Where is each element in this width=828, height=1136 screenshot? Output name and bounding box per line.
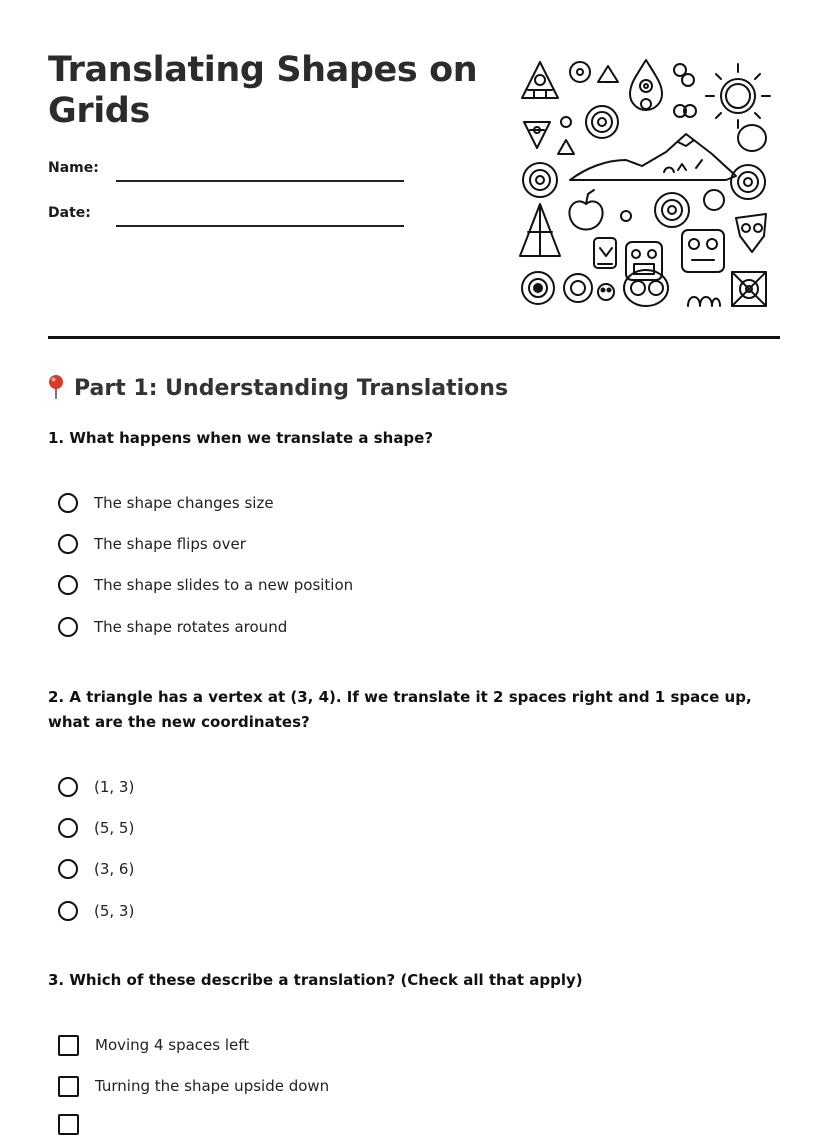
- q3-option-2[interactable]: [58, 1074, 329, 1098]
- date-line[interactable]: [116, 225, 404, 227]
- radio-button[interactable]: [58, 901, 78, 921]
- q3-option-1[interactable]: [58, 1033, 249, 1057]
- shapes-clipart-image: [516, 56, 772, 312]
- radio-button[interactable]: [58, 777, 78, 797]
- option-label: (5, 3): [94, 902, 135, 920]
- radio-button[interactable]: [58, 534, 78, 554]
- radio-button[interactable]: [58, 818, 78, 838]
- q1-option-3[interactable]: [58, 573, 353, 597]
- pushpin-icon: [48, 374, 64, 400]
- option-label: The shape slides to a new position: [94, 576, 354, 594]
- q1-option-4[interactable]: [58, 615, 287, 639]
- option-label: The shape rotates around: [94, 618, 288, 636]
- header-divider: [48, 336, 780, 339]
- name-label: Name:: [48, 160, 99, 176]
- q1-option-2[interactable]: [58, 532, 246, 556]
- q2-option-4[interactable]: [58, 899, 134, 923]
- checkbox[interactable]: [58, 1076, 79, 1097]
- option-label: (5, 5): [94, 819, 135, 837]
- question-2-text: 2. A triangle has a vertex at (3, 4). If we translate it 2 spaces right and 1 space up, what are the new coordinates?: [48, 688, 752, 731]
- option-label: (3, 6): [94, 860, 135, 878]
- part1-heading: [48, 372, 508, 406]
- checkbox[interactable]: [58, 1114, 79, 1135]
- q2-option-3[interactable]: [58, 857, 134, 881]
- option-label: The shape changes size: [94, 494, 274, 512]
- option-label: Moving 4 spaces left: [95, 1036, 250, 1054]
- radio-button[interactable]: [58, 575, 78, 595]
- date-label: Date:: [48, 205, 91, 221]
- q2-option-1[interactable]: [58, 775, 134, 799]
- option-label: Turning the shape upside down: [95, 1077, 330, 1095]
- option-label: (1, 3): [94, 778, 135, 796]
- radio-button[interactable]: [58, 859, 78, 879]
- q3-option-3-partial[interactable]: [58, 1112, 79, 1136]
- q1-option-1[interactable]: [58, 491, 274, 515]
- part1-title: Part 1: Understanding Translations: [74, 376, 509, 401]
- worksheet-title: Translating Shapes on Grids: [48, 50, 478, 131]
- q2-option-2[interactable]: [58, 816, 134, 840]
- option-label: The shape flips over: [94, 535, 246, 553]
- name-line[interactable]: [116, 180, 404, 182]
- radio-button[interactable]: [58, 493, 78, 513]
- checkbox[interactable]: [58, 1035, 79, 1056]
- question-1-text: 1. What happens when we translate a shape?: [48, 429, 434, 447]
- question-3-text: 3. Which of these describe a translation? (Check all that apply): [48, 971, 583, 989]
- radio-button[interactable]: [58, 617, 78, 637]
